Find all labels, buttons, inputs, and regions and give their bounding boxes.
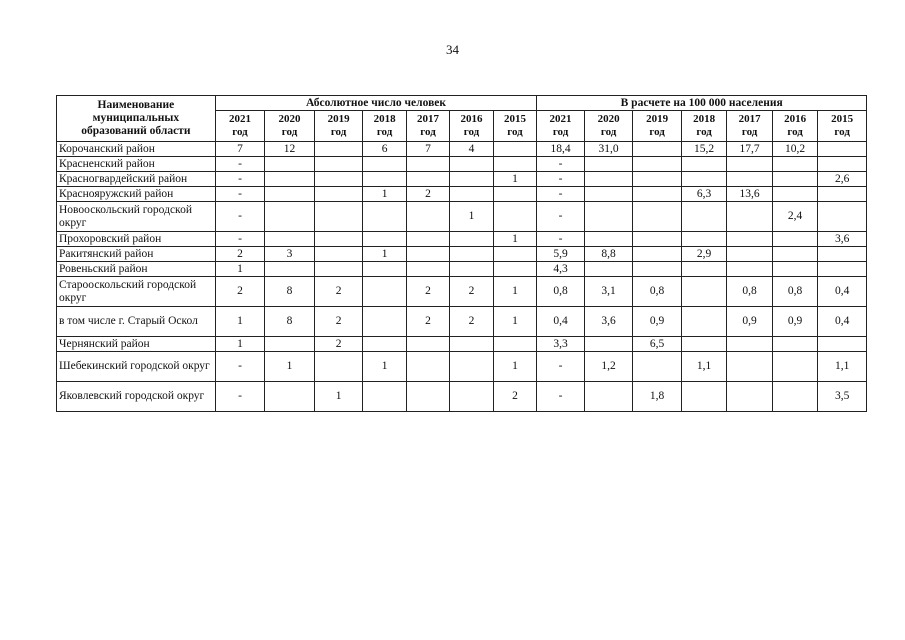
rate-per-100k-cell [818,202,867,232]
year-label: 2020 [597,113,620,125]
year-label: 2019 [327,113,350,125]
absolute-count-cell: 2 [493,382,537,412]
year-label: 2015 [504,113,527,125]
year-header-rate-2019 [633,111,682,142]
absolute-count-cell: 3 [265,247,315,262]
absolute-count-cell [314,172,363,187]
year-header-abs-2018 [363,111,406,142]
district-name-cell: Корочанский район [57,142,216,157]
name-column-header: Наименование муниципальных образований области [57,96,216,142]
year-label: 2015 [831,113,854,125]
absolute-count-cell [450,382,493,412]
rate-per-100k-cell: 0,8 [537,277,585,307]
year-unit-label: год [507,126,523,138]
table-row [57,382,867,412]
absolute-count-cell [314,202,363,232]
absolute-count-cell: - [215,157,265,172]
year-header-abs-2019 [314,111,363,142]
rate-per-100k-cell: 0,9 [727,307,772,337]
year-header-rate-2016 [772,111,817,142]
year-label: 2018 [693,113,716,125]
absolute-count-cell: 1 [493,232,537,247]
absolute-count-cell: 6 [363,142,406,157]
absolute-count-cell [265,187,315,202]
district-name-cell: Старооскольский городской округ [57,277,216,307]
absolute-group-header: Абсолютное число человек [215,96,537,111]
absolute-count-cell [493,202,537,232]
year-label: 2017 [738,113,761,125]
table-row [57,232,867,247]
absolute-count-cell [363,157,406,172]
year-unit-label: год [600,126,617,138]
absolute-count-cell [363,337,406,352]
rate-per-100k-cell [584,337,633,352]
absolute-count-cell [314,157,363,172]
rate-per-100k-cell: - [537,382,585,412]
rate-per-100k-cell [681,382,726,412]
absolute-count-cell [363,307,406,337]
rate-per-100k-cell: 0,9 [633,307,682,337]
absolute-count-cell [265,232,315,247]
absolute-count-cell [493,187,537,202]
rate-per-100k-cell: 0,4 [537,307,585,337]
rate-per-100k-cell [727,247,772,262]
rate-per-100k-cell [727,172,772,187]
year-header-abs-2017 [406,111,449,142]
year-header-abs-2016 [450,111,493,142]
absolute-count-cell [406,262,449,277]
absolute-count-cell [314,232,363,247]
district-name-cell: Яковлевский городской округ [57,382,216,412]
absolute-count-cell [493,337,537,352]
rate-per-100k-cell [772,352,817,382]
absolute-count-cell: - [215,382,265,412]
absolute-count-cell [314,247,363,262]
absolute-count-cell: 1 [363,352,406,382]
rate-per-100k-cell [633,352,682,382]
absolute-count-cell [493,142,537,157]
absolute-count-cell: 2 [314,307,363,337]
absolute-count-cell: 8 [265,277,315,307]
rate-per-100k-cell [633,172,682,187]
rate-per-100k-cell: 2,9 [681,247,726,262]
rate-per-100k-cell: 0,9 [772,307,817,337]
rate-per-100k-cell: 3,6 [818,232,867,247]
rate-per-100k-cell [772,172,817,187]
per100k-group-header: В расчете на 100 000 населения [537,96,867,111]
rate-per-100k-cell [633,247,682,262]
rate-per-100k-cell [727,337,772,352]
rate-per-100k-cell [633,232,682,247]
table-row [57,157,867,172]
rate-per-100k-cell [681,337,726,352]
year-header-rate-2015 [818,111,867,142]
table-row [57,202,867,232]
absolute-count-cell: - [215,187,265,202]
absolute-count-cell: 12 [265,142,315,157]
absolute-count-cell [363,172,406,187]
rate-per-100k-cell [584,157,633,172]
rate-per-100k-cell [681,277,726,307]
absolute-count-cell: 1 [265,352,315,382]
rate-per-100k-cell: - [537,187,585,202]
table-row [57,277,867,307]
year-unit-label: год [741,126,758,138]
absolute-count-cell [363,202,406,232]
district-name-cell: Красненский район [57,157,216,172]
rate-per-100k-cell [681,307,726,337]
rate-per-100k-cell [633,187,682,202]
absolute-count-cell [406,337,449,352]
rate-per-100k-cell [584,187,633,202]
rate-per-100k-cell [727,262,772,277]
rate-per-100k-cell: 2,6 [818,172,867,187]
district-name-cell: в том числе г. Старый Оскол [57,307,216,337]
absolute-count-cell: 1 [215,262,265,277]
absolute-count-cell: 1 [450,202,493,232]
year-unit-label: год [552,126,569,138]
year-unit-label: год [696,126,712,138]
rate-per-100k-cell: 0,8 [727,277,772,307]
absolute-count-cell: 1 [215,337,265,352]
rate-per-100k-cell [727,232,772,247]
rate-per-100k-cell: 1,1 [681,352,726,382]
absolute-count-cell [493,157,537,172]
absolute-count-cell [450,337,493,352]
rate-per-100k-cell [727,157,772,172]
rate-per-100k-cell: - [537,232,585,247]
rate-per-100k-cell [772,382,817,412]
rate-per-100k-cell: - [537,352,585,382]
rate-per-100k-cell: 13,6 [727,187,772,202]
rate-per-100k-cell: 1,1 [818,352,867,382]
rate-per-100k-cell [681,172,726,187]
rate-per-100k-cell: 0,8 [772,277,817,307]
absolute-count-cell [406,382,449,412]
rate-per-100k-cell [584,202,633,232]
table-row [57,352,867,382]
absolute-count-cell [450,157,493,172]
year-label: 2016 [460,113,483,125]
rate-per-100k-cell: 6,3 [681,187,726,202]
table-row [57,142,867,157]
table-row [57,262,867,277]
absolute-count-cell: 1 [215,307,265,337]
year-label: 2021 [229,113,251,125]
rate-per-100k-cell: - [537,157,585,172]
absolute-count-cell: 1 [493,307,537,337]
rate-per-100k-cell [818,262,867,277]
rate-per-100k-cell: 1,8 [633,382,682,412]
absolute-count-cell: 1 [493,277,537,307]
year-header-rate-2018 [681,111,726,142]
rate-per-100k-cell [772,187,817,202]
absolute-count-cell [406,232,449,247]
year-label: 2019 [646,113,669,125]
rate-per-100k-cell [584,382,633,412]
absolute-count-cell: 2 [215,247,265,262]
absolute-count-cell: - [215,352,265,382]
district-name-cell: Шебекинский городской округ [57,352,216,382]
year-unit-label: год [649,126,665,138]
table-row [57,187,867,202]
rate-per-100k-cell: 17,7 [727,142,772,157]
statistics-table [56,95,867,412]
absolute-count-cell [265,337,315,352]
rate-per-100k-cell: 15,2 [681,142,726,157]
rate-per-100k-cell [818,142,867,157]
year-header-abs-2020 [265,111,315,142]
absolute-count-cell: 7 [215,142,265,157]
rate-per-100k-cell: 2,4 [772,202,817,232]
absolute-count-cell: 2 [314,337,363,352]
absolute-count-cell [450,352,493,382]
rate-per-100k-cell [584,172,633,187]
absolute-count-cell [406,172,449,187]
year-unit-label: год [787,126,803,138]
absolute-count-cell [363,277,406,307]
rate-per-100k-cell: 10,2 [772,142,817,157]
absolute-count-cell [406,157,449,172]
rate-per-100k-cell: 1,2 [584,352,633,382]
table-row [57,247,867,262]
absolute-count-cell [265,262,315,277]
absolute-count-cell [265,202,315,232]
rate-per-100k-cell: 3,3 [537,337,585,352]
year-unit-label: год [330,126,347,138]
rate-per-100k-cell [772,262,817,277]
absolute-count-cell: 1 [493,172,537,187]
district-name-cell: Красногвардейский район [57,172,216,187]
year-unit-label: год [376,126,393,138]
year-header-rate-2020 [584,111,633,142]
table-row [57,337,867,352]
absolute-count-cell: 2 [406,187,449,202]
absolute-count-cell: 2 [450,307,493,337]
year-label: 2021 [549,113,572,125]
rate-per-100k-cell [727,382,772,412]
year-unit-label: год [463,126,480,138]
absolute-count-cell: 7 [406,142,449,157]
rate-per-100k-cell: 0,4 [818,307,867,337]
year-label: 2016 [784,113,807,125]
year-header-rate-2017 [727,111,772,142]
absolute-count-cell [406,202,449,232]
rate-per-100k-cell [584,262,633,277]
rate-per-100k-cell: 5,9 [537,247,585,262]
rate-per-100k-cell [681,262,726,277]
absolute-count-cell: - [215,202,265,232]
absolute-count-cell [493,247,537,262]
absolute-count-cell: 1 [314,382,363,412]
absolute-count-cell [314,352,363,382]
absolute-count-cell: 2 [314,277,363,307]
rate-per-100k-cell [818,247,867,262]
rate-per-100k-cell [818,157,867,172]
year-unit-label: год [281,126,298,138]
year-header-rate-2021 [537,111,585,142]
absolute-count-cell [314,142,363,157]
rate-per-100k-cell: 8,8 [584,247,633,262]
year-unit-label: год [834,126,850,138]
absolute-count-cell [314,262,363,277]
absolute-count-cell [363,232,406,247]
rate-per-100k-cell: 31,0 [584,142,633,157]
table-body [57,142,867,412]
district-name-cell: Прохоровский район [57,232,216,247]
absolute-count-cell: 1 [363,187,406,202]
absolute-count-cell: - [215,232,265,247]
absolute-count-cell: 8 [265,307,315,337]
rate-per-100k-cell [633,202,682,232]
rate-per-100k-cell [772,157,817,172]
rate-per-100k-cell [681,157,726,172]
absolute-count-cell: 1 [363,247,406,262]
absolute-count-cell: 2 [450,277,493,307]
year-header-abs-2021 [215,111,265,142]
rate-per-100k-cell: - [537,172,585,187]
rate-per-100k-cell: 3,5 [818,382,867,412]
absolute-count-cell: - [215,172,265,187]
absolute-count-cell [450,262,493,277]
district-name-cell: Ракитянский район [57,247,216,262]
absolute-count-cell [265,172,315,187]
absolute-count-cell: 2 [406,277,449,307]
year-unit-label: год [420,126,436,138]
rate-per-100k-cell [584,232,633,247]
district-name-cell: Новооскольский городской округ [57,202,216,232]
table-row [57,307,867,337]
absolute-count-cell: 2 [215,277,265,307]
rate-per-100k-cell: 6,5 [633,337,682,352]
district-name-cell: Краснояружский район [57,187,216,202]
absolute-count-cell [314,187,363,202]
absolute-count-cell [406,247,449,262]
rate-per-100k-cell [818,187,867,202]
rate-per-100k-cell: 4,3 [537,262,585,277]
absolute-count-cell [265,382,315,412]
absolute-count-cell: 2 [406,307,449,337]
absolute-count-cell [450,232,493,247]
year-label: 2020 [278,113,301,125]
rate-per-100k-cell: 3,6 [584,307,633,337]
rate-per-100k-cell [727,202,772,232]
rate-per-100k-cell: - [537,202,585,232]
absolute-count-cell [363,382,406,412]
absolute-count-cell [363,262,406,277]
absolute-count-cell [493,262,537,277]
rate-per-100k-cell [633,157,682,172]
rate-per-100k-cell: 0,8 [633,277,682,307]
absolute-count-cell [450,172,493,187]
absolute-count-cell [406,352,449,382]
district-name-cell: Чернянский район [57,337,216,352]
rate-per-100k-cell [818,337,867,352]
absolute-count-cell: 4 [450,142,493,157]
year-label: 2017 [417,113,440,125]
rate-per-100k-cell [681,202,726,232]
rate-per-100k-cell: 3,1 [584,277,633,307]
rate-per-100k-cell [633,142,682,157]
rate-per-100k-cell [727,352,772,382]
table-header-group-row [57,96,867,111]
absolute-count-cell [265,157,315,172]
rate-per-100k-cell [681,232,726,247]
rate-per-100k-cell [772,232,817,247]
year-label: 2018 [373,113,396,125]
absolute-count-cell [450,187,493,202]
rate-per-100k-cell [772,247,817,262]
rate-per-100k-cell [633,262,682,277]
year-unit-label: год [232,126,248,138]
absolute-count-cell [450,247,493,262]
year-header-abs-2015 [493,111,537,142]
rate-per-100k-cell [772,337,817,352]
table-row [57,172,867,187]
district-name-cell: Ровеньский район [57,262,216,277]
rate-per-100k-cell: 18,4 [537,142,585,157]
rate-per-100k-cell: 0,4 [818,277,867,307]
page-number: 34 [446,42,459,57]
absolute-count-cell: 1 [493,352,537,382]
